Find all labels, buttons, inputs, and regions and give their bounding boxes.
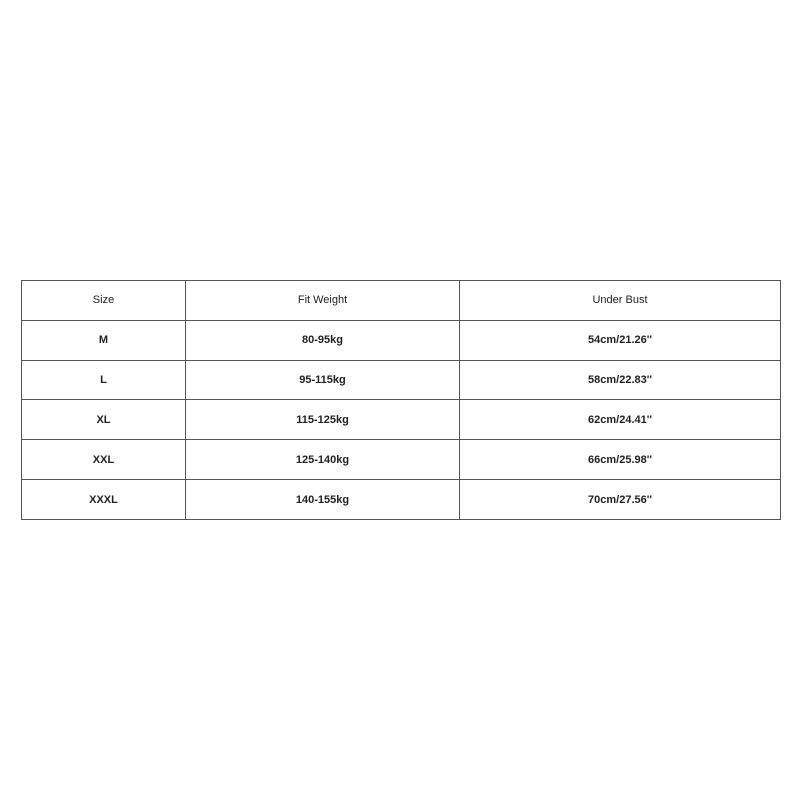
size-cell: L <box>22 360 186 400</box>
header-under-bust: Under Bust <box>460 281 781 321</box>
table-row <box>22 400 781 440</box>
table-row <box>22 440 781 480</box>
under-bust-cell: 70cm/27.56'' <box>460 480 781 520</box>
size-chart-table <box>21 280 781 520</box>
size-cell: XXXL <box>22 480 186 520</box>
table-row <box>22 480 781 520</box>
under-bust-cell: 54cm/21.26'' <box>460 320 781 360</box>
fit-weight-cell: 80-95kg <box>186 320 460 360</box>
header-size: Size <box>22 281 186 321</box>
under-bust-cell: 58cm/22.83'' <box>460 360 781 400</box>
fit-weight-cell: 115-125kg <box>186 400 460 440</box>
table-row <box>22 320 781 360</box>
fit-weight-cell: 95-115kg <box>186 360 460 400</box>
table-row <box>22 360 781 400</box>
header-fit-weight: Fit Weight <box>186 281 460 321</box>
size-cell: XL <box>22 400 186 440</box>
under-bust-cell: 66cm/25.98'' <box>460 440 781 480</box>
fit-weight-cell: 125-140kg <box>186 440 460 480</box>
table-header-row <box>22 281 781 321</box>
size-cell: XXL <box>22 440 186 480</box>
size-cell: M <box>22 320 186 360</box>
under-bust-cell: 62cm/24.41'' <box>460 400 781 440</box>
fit-weight-cell: 140-155kg <box>186 480 460 520</box>
